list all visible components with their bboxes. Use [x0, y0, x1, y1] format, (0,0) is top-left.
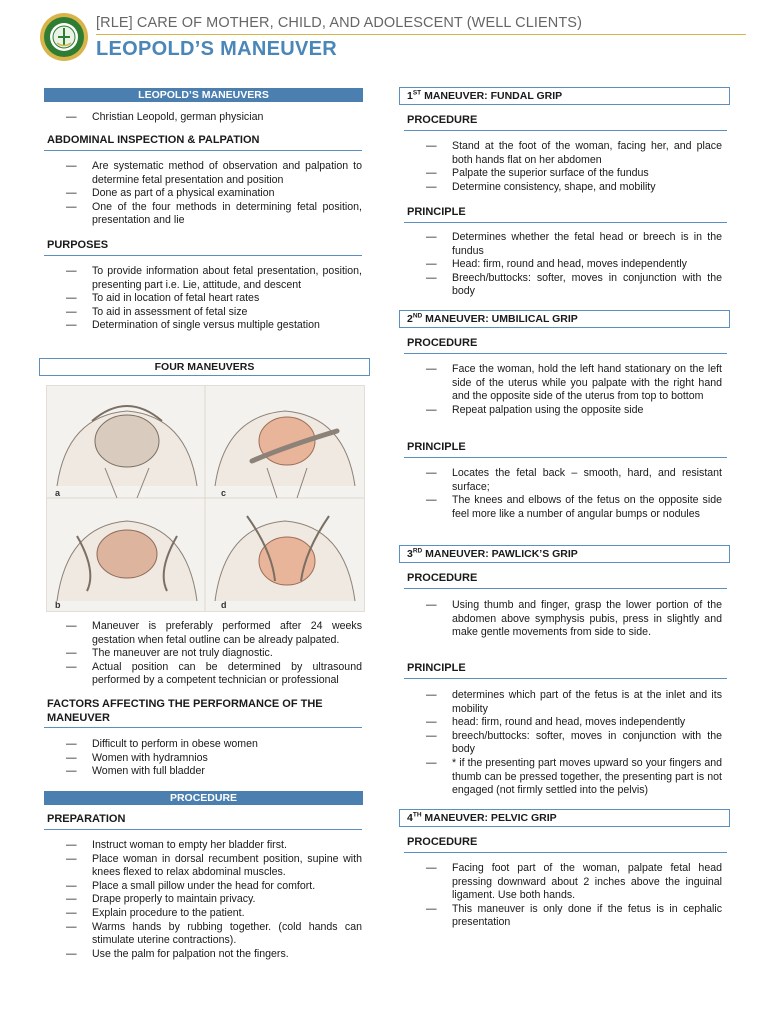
list-item: — Determination of single versus multiple gestation — [44, 319, 362, 333]
list-item: — Breech/buttocks: softer, moves in conjunction with the body — [404, 272, 722, 299]
maneuver-b-drawing — [57, 521, 197, 601]
list-item: — This maneuver is only done if the fetus is in cephalic presentation — [404, 903, 722, 930]
m1-principle-heading: PRINCIPLE — [404, 206, 727, 223]
m1-procedure-heading: PROCEDURE — [404, 114, 727, 131]
factors-list — [44, 738, 362, 779]
university-seal-logo — [39, 12, 89, 62]
m2-procedure-heading: PROCEDURE — [404, 337, 727, 354]
abdominal-list — [44, 160, 362, 228]
list-item: — * if the presenting part moves upward so your fingers and thumb can be pressed together, the presenting part is not engaged (not firmly settled into the pelvis) — [404, 757, 722, 798]
first-maneuver-bar: 1ST MANEUVER: FUNDAL GRIP — [399, 87, 730, 105]
list-item: — Face the woman, hold the left hand stationary on the left side of the uterus while you palpate with the right hand and the opposite side of the uterus from top to bottom — [404, 363, 722, 404]
list-item: — head: firm, round and head, moves independently — [404, 716, 722, 730]
list-item: — breech/buttocks: softer, moves in conjunction with the body — [404, 730, 722, 757]
purposes-heading: PURPOSES — [44, 239, 362, 256]
m1-procedure-list — [404, 140, 722, 194]
m2-principle-list — [404, 467, 722, 521]
four-maneuvers-bar: FOUR MANEUVERS — [39, 358, 370, 376]
list-item: — Locates the fetal back – smooth, hard, and resistant surface; — [404, 467, 722, 494]
list-item: — Head: firm, round and head, moves independently — [404, 258, 722, 272]
list-item: — Are systematic method of observation and palpation to determine fetal presentation and position — [44, 160, 362, 187]
fourth-maneuver-bar: 4TH MANEUVER: PELVIC GRIP — [399, 809, 730, 827]
intro-list — [44, 111, 362, 125]
list-item: — Maneuver is preferably performed after 24 weeks gestation when fetal outline can be already palpated. — [44, 620, 362, 647]
list-item: — One of the four methods in determining fetal position, presentation and lie — [44, 201, 362, 228]
list-item: — To aid in location of fetal heart rates — [44, 292, 362, 306]
list-item: — Drape properly to maintain privacy. — [44, 893, 362, 907]
m3-principle-heading: PRINCIPLE — [404, 662, 727, 679]
maneuver-illustration-drawing — [47, 386, 364, 611]
third-maneuver-bar: 3RD MANEUVER: PAWLICK’S GRIP — [399, 545, 730, 563]
m3-procedure-list — [404, 599, 722, 640]
list-item: — Use the palm for palpation not the fingers. — [44, 948, 362, 962]
preparation-list — [44, 839, 362, 961]
m2-principle-heading: PRINCIPLE — [404, 441, 727, 458]
list-item: — Women with hydramnios — [44, 752, 362, 766]
figure-label-d: d — [221, 600, 227, 610]
list-item: — Difficult to perform in obese women — [44, 738, 362, 752]
list-item: — Facing foot part of the woman, palpate fetal head pressing downward about 2 inches above the inguinal ligament. Use both hands. — [404, 862, 722, 903]
list-item: — Actual position can be determined by ultrasound performed by a competent technician or professional — [44, 661, 362, 688]
maneuver-notes-list — [44, 620, 362, 688]
list-item: — Place woman in dorsal recumbent position, supine with knees flexed to relax abdominal muscles. — [44, 853, 362, 880]
preparation-heading: PREPARATION — [44, 813, 362, 830]
m3-principle-list — [404, 689, 722, 798]
m3-procedure-heading: PROCEDURE — [404, 572, 727, 589]
m4-procedure-heading: PROCEDURE — [404, 836, 727, 853]
figure-label-c: c — [221, 488, 227, 498]
m2-procedure-list — [404, 363, 722, 417]
list-item: — Women with full bladder — [44, 765, 362, 779]
maneuver-a-drawing — [57, 406, 197, 498]
list-item: — Christian Leopold, german physician — [44, 111, 362, 125]
m1-principle-list — [404, 231, 722, 299]
list-item: — The maneuver are not truly diagnostic. — [44, 647, 362, 661]
list-item: — Determines whether the fetal head or breech is in the fundus — [404, 231, 722, 258]
list-item: — Determine consistency, shape, and mobility — [404, 181, 722, 195]
factors-heading: FACTORS AFFECTING THE PERFORMANCE OF THE MANEUVER — [44, 698, 362, 728]
list-item: — Palpate the superior surface of the fundus — [404, 167, 722, 181]
header-divider — [96, 34, 746, 35]
abdominal-heading: ABDOMINAL INSPECTION & PALPATION — [44, 134, 362, 151]
list-item: — The knees and elbows of the fetus on the opposite side feel more like a number of angular bumps or nodules — [404, 494, 722, 521]
maneuver-c-drawing — [215, 411, 355, 498]
list-item: — Repeat palpation using the opposite side — [404, 404, 722, 418]
list-item: — Warms hands by rubbing together. (cold hands can stimulate uterine contractions). — [44, 921, 362, 948]
figure-label-a: a — [55, 488, 61, 498]
figure-label-b: b — [55, 600, 61, 610]
maneuver-d-drawing — [215, 516, 355, 601]
m4-procedure-list — [404, 862, 722, 930]
leopolds-maneuvers-bar: LEOPOLD’S MANEUVERS — [44, 88, 363, 102]
list-item: — Explain procedure to the patient. — [44, 907, 362, 921]
list-item: — determines which part of the fetus is at the inlet and its mobility — [404, 689, 722, 716]
list-item: — To provide information about fetal presentation, position, presenting part i.e. Lie, attitude, and descent — [44, 265, 362, 292]
procedure-bar: PROCEDURE — [44, 791, 363, 805]
list-item: — To aid in assessment of fetal size — [44, 306, 362, 320]
course-title: [RLE] CARE OF MOTHER, CHILD, AND ADOLESCENT (WELL CLIENTS) — [96, 15, 582, 31]
list-item: — Place a small pillow under the head for comfort. — [44, 880, 362, 894]
list-item: — Stand at the foot of the woman, facing her, and place both hands flat on her abdomen — [404, 140, 722, 167]
purposes-list — [44, 265, 362, 333]
list-item: — Done as part of a physical examination — [44, 187, 362, 201]
page-title: LEOPOLD’S MANEUVER — [96, 38, 337, 60]
second-maneuver-bar: 2ND MANEUVER: UMBILICAL GRIP — [399, 310, 730, 328]
four-maneuvers-illustration — [46, 385, 365, 612]
list-item: — Instruct woman to empty her bladder first. — [44, 839, 362, 853]
list-item: — Using thumb and finger, grasp the lower portion of the abdomen above symphysis pubis, press in slightly and make gentle movements from side to side. — [404, 599, 722, 640]
